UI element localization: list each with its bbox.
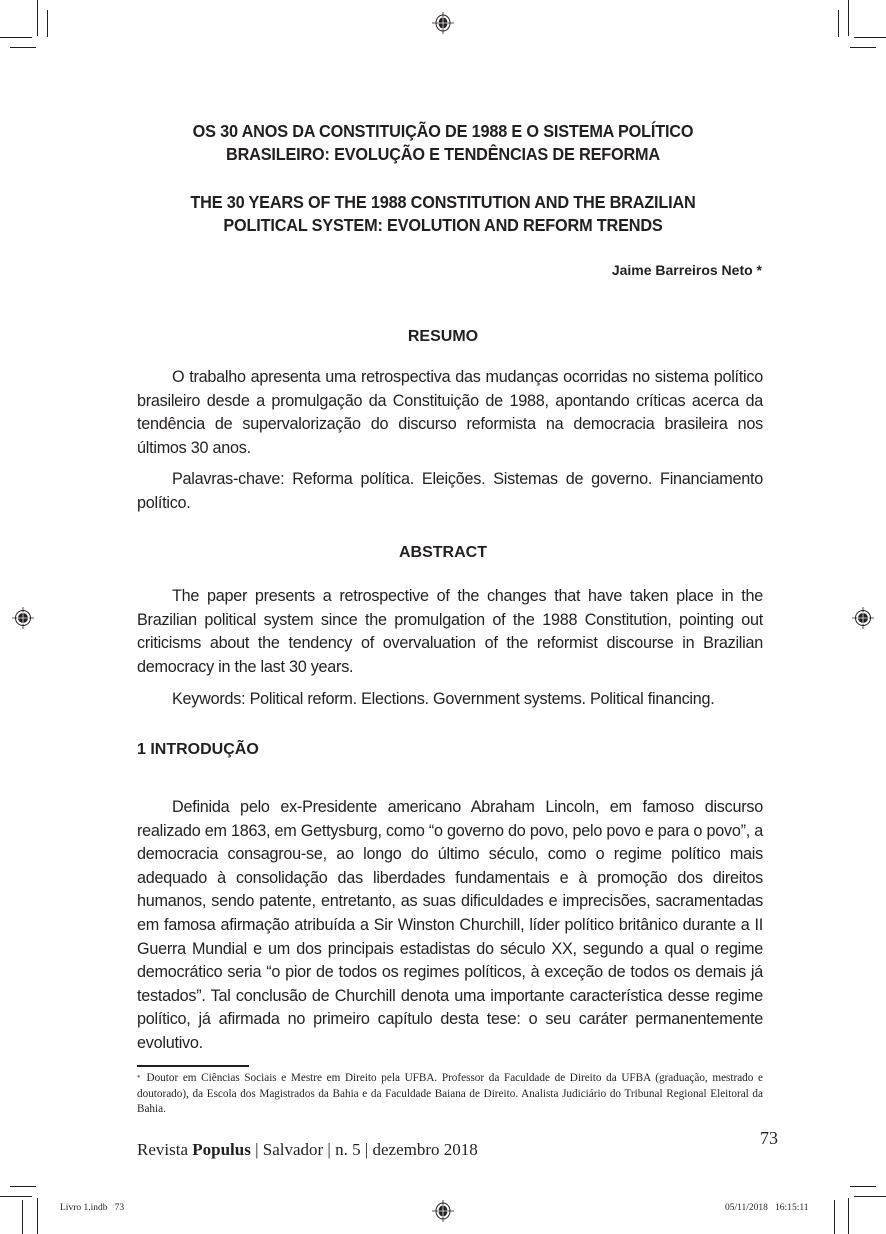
resumo-body [137, 366, 763, 460]
crop-mark [854, 1196, 886, 1197]
crop-mark [850, 1186, 876, 1187]
title-en-line-1: THE 30 YEARS OF THE 1988 CONSTITUTION AND THE BRAZILIAN [190, 192, 696, 212]
title-pt-line-1: OS 30 ANOS DA CONSTITUIÇÃO DE 1988 E O SISTEMA POLÍTICO [192, 121, 694, 141]
crop-mark [22, 1200, 23, 1234]
footnote-mark: * [137, 1074, 141, 1082]
title-en-line-2: POLITICAL SYSTEM: EVOLUTION AND REFORM TRENDS [223, 215, 663, 235]
crop-mark [10, 1186, 36, 1187]
abstract-text: The paper presents a retrospective of the changes that have taken place in the Brazilian political system since the promulgation of the 1988 Constitution, pointing out criticisms about the tendency of overvaluation of the reformist discourse in Brazilian democracy in the last 30 years. [137, 587, 763, 676]
running-footer [137, 1140, 478, 1160]
footnote [137, 1071, 763, 1118]
footnote-text: Doutor em Ciências Sociais e Mestre em Direito pela UFBA. Professor da Faculdade de Direito da UFBA (graduação, mestrado e doutorado), da Escola dos Magistrados da Bahia e da Faculdade Baiana de Direito. Analista Judiciário do Tribunal Regional Eleitoral da Bahia. [137, 1072, 763, 1115]
print-slug-timestamp: 05/11/2018 16:15:11 [725, 1203, 809, 1213]
title-pt-line-2: BRASILEIRO: EVOLUÇÃO E TENDÊNCIAS DE REFORMA [226, 144, 660, 164]
crop-mark [834, 1200, 835, 1234]
registration-mark-icon [852, 607, 874, 629]
abstract-heading: ABSTRACT [399, 544, 487, 561]
page-number: 73 [760, 1128, 778, 1148]
registration-mark-icon [432, 1200, 454, 1222]
resumo-heading: RESUMO [407, 328, 479, 345]
crop-mark [10, 47, 36, 48]
crop-mark [850, 47, 876, 48]
footnote-divider [137, 1065, 249, 1067]
crop-mark [47, 10, 48, 37]
crop-mark [0, 1196, 32, 1197]
crop-mark [37, 1198, 38, 1234]
crop-mark [848, 1198, 849, 1234]
abstract-body [137, 585, 763, 679]
resumo-text: O trabalho apresenta uma retrospectiva das mudanças ocorridas no sistema político brasileiro desde a promulgação da Constituição de 1988, apontando críticas acerca da tendência de supervalorização do discurso reformista na democracia brasileira nos últimos 30 anos. [137, 368, 763, 457]
print-slug-file: Livro 1.indb 73 [60, 1203, 125, 1213]
resumo-keywords-text: Palavras-chave: Reforma política. Eleições. Sistemas de governo. Financiamento político. [137, 470, 763, 512]
introduction-text: Definida pelo ex-Presidente americano Abraham Lincoln, em famoso discurso realizado em 1863, em Gettysburg, como “o governo do povo, pelo povo e para o povo”, a democracia consagrou-se, ao longo do último século, como o regime político mais adequado à consolidação das liberdades fundamentais e à promoção dos direitos humanos, sendo patente, entretanto, as suas dificuldades e imprecisões, sacramentadas em famosa afirmação atribuída a Sir Winston Churchill, líder político britânico durante a II Guerra Mundial e um dos principais estadistas do século XX, segundo a qual o regime democrático seria “o pior de todos os regimes políticos, à exceção de todos os demais já testados”. Tal conclusão de Churchill denota uma importante característica desse regime político, já afirmada no primeiro capítulo desta tese: o seu caráter permanentemente evolutivo. [137, 798, 763, 1052]
title-portuguese [133, 120, 752, 166]
title-english [133, 191, 752, 237]
abstract-keywords-text: Keywords: Political reform. Elections. Government systems. Political financing. [172, 690, 715, 708]
abstract-keywords [137, 688, 763, 712]
author-name: Jaime Barreiros Neto * [611, 262, 762, 278]
crop-mark [37, 0, 38, 36]
journal-name: Populus [192, 1140, 251, 1159]
crop-mark [854, 37, 886, 38]
journal-issue-info: | Salvador | n. 5 | dezembro 2018 [250, 1140, 478, 1159]
journal-prefix: Revista [137, 1140, 193, 1159]
registration-mark-icon [12, 607, 34, 629]
registration-mark-icon [432, 12, 454, 34]
resumo-keywords [137, 468, 763, 515]
crop-mark [848, 0, 849, 36]
crop-mark [0, 37, 32, 38]
introduction-body [137, 796, 763, 1056]
crop-mark [838, 10, 839, 37]
introduction-heading: 1 INTRODUÇÃO [137, 741, 259, 758]
